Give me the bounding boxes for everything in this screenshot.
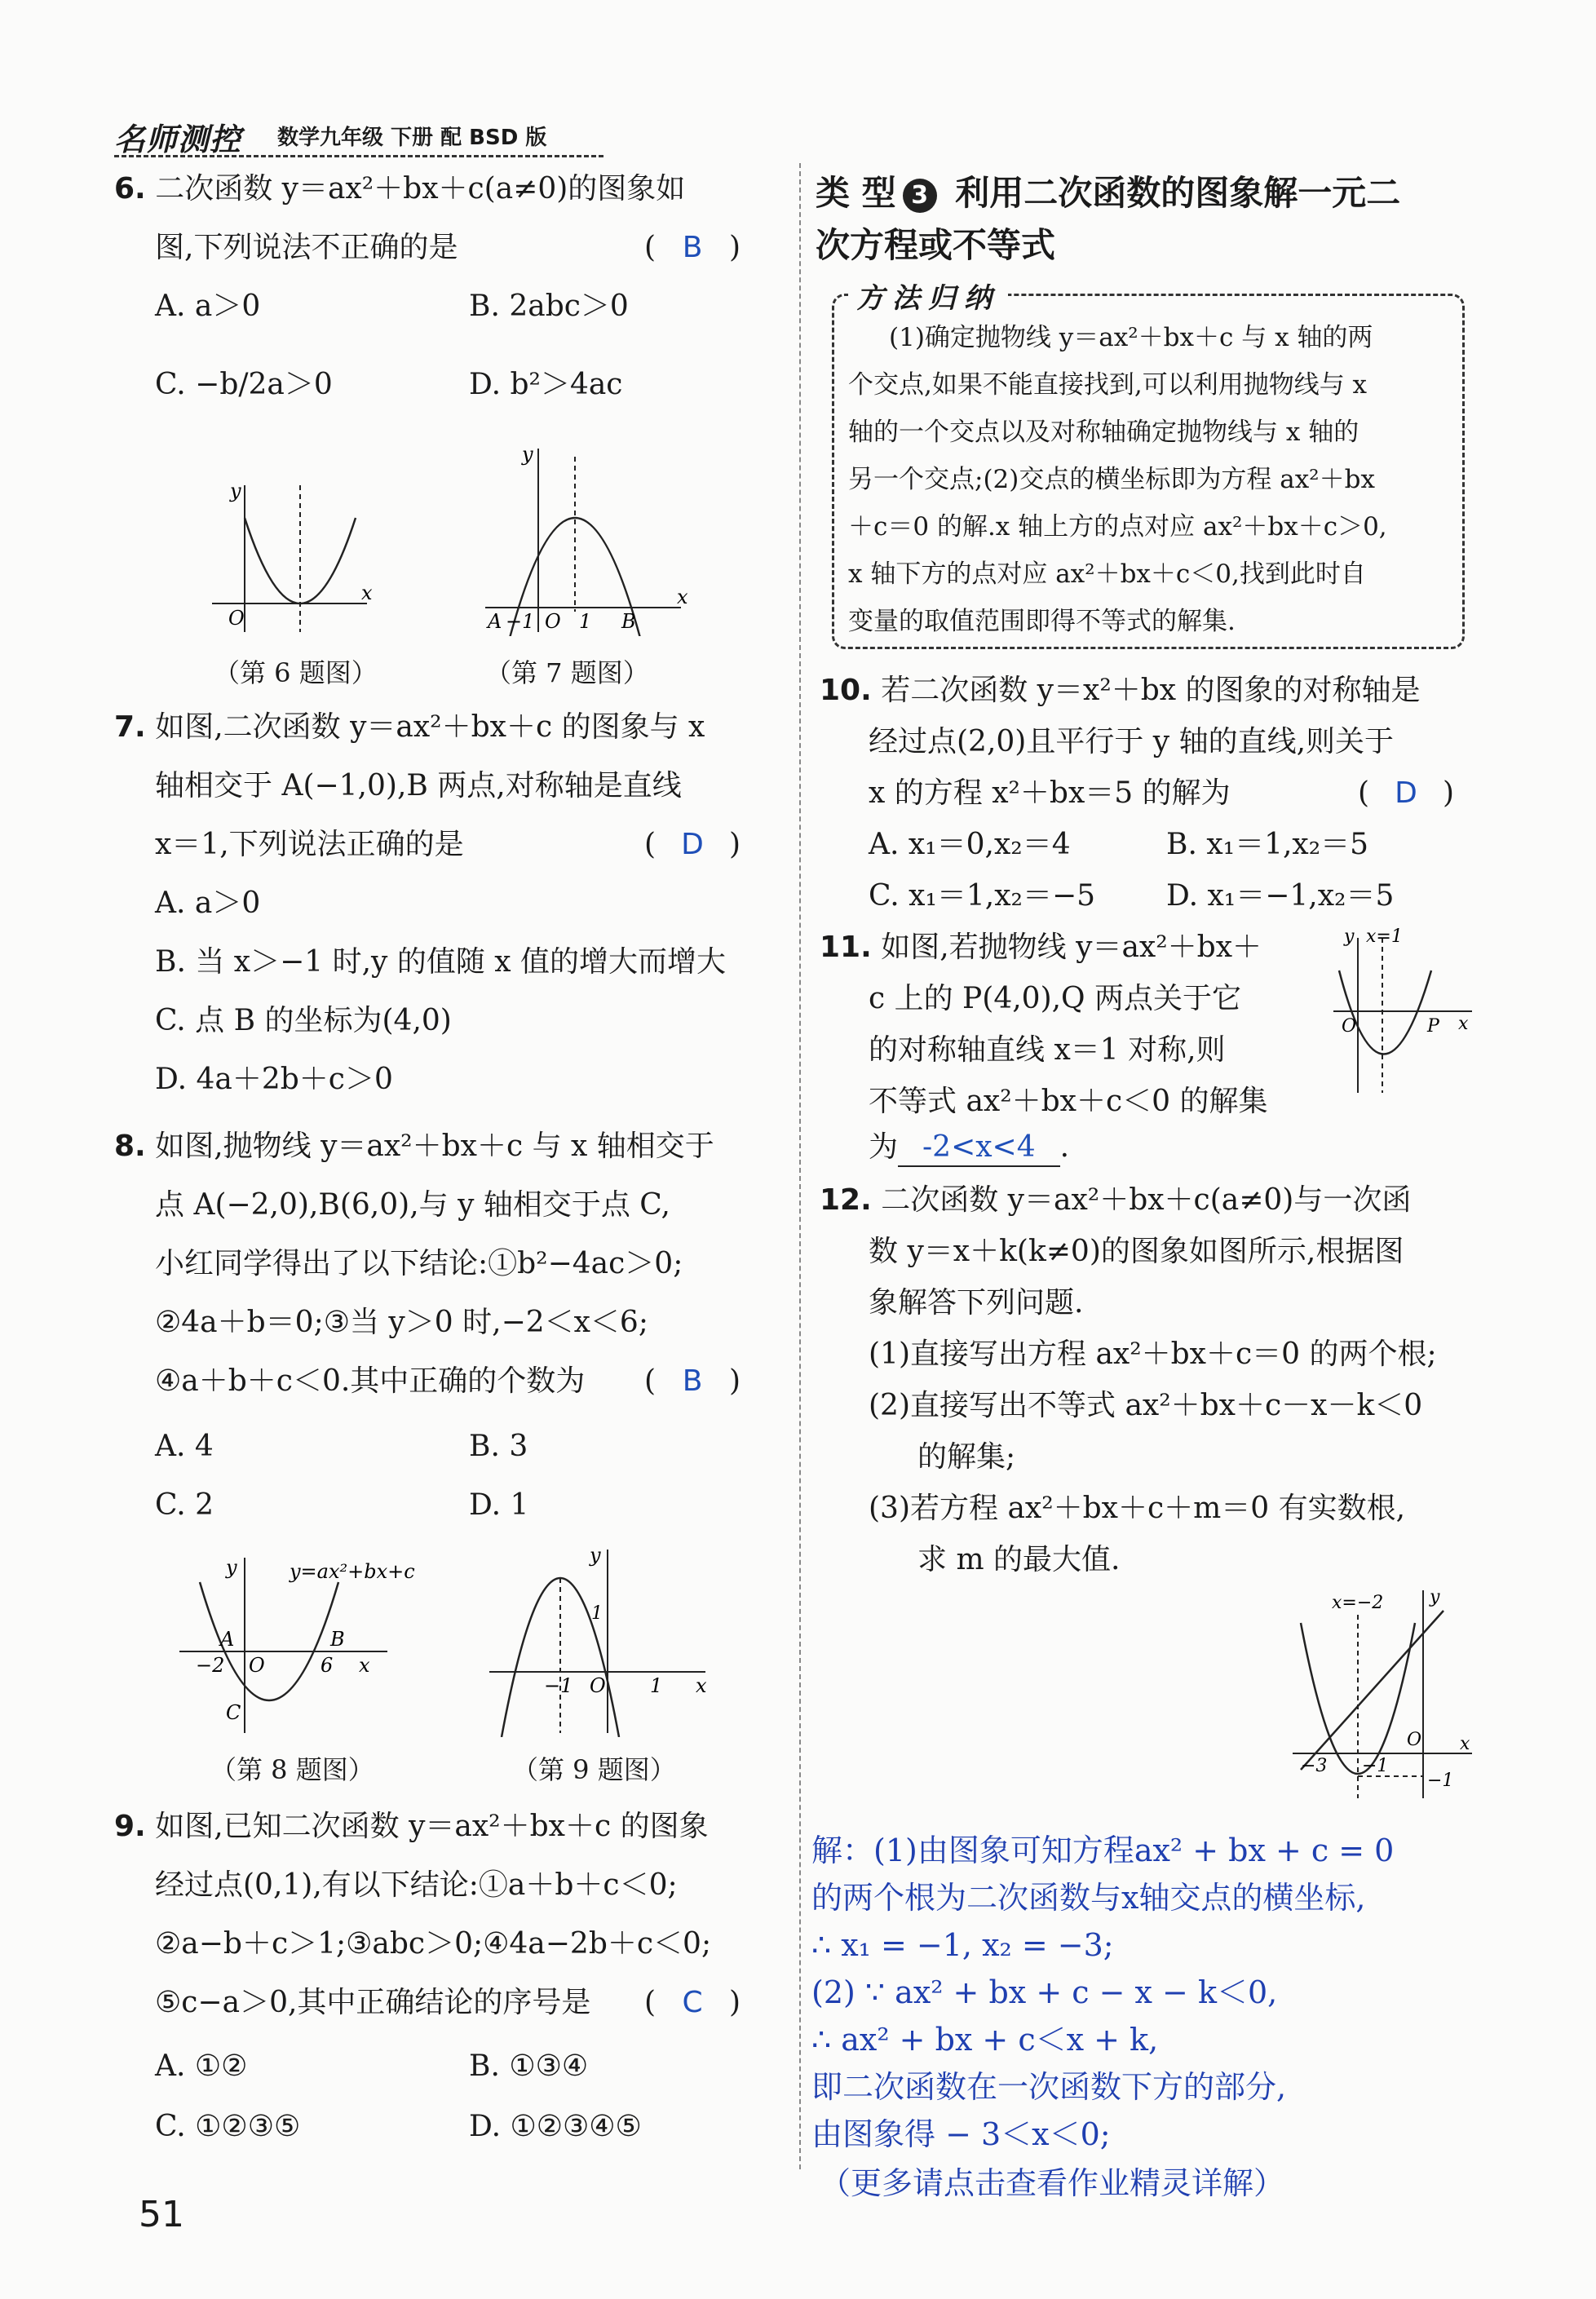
fig11-parabola xyxy=(1339,970,1431,1054)
fig11-origin: O xyxy=(1342,1016,1357,1037)
column-divider xyxy=(799,163,801,2169)
fig12-y-label: y xyxy=(1430,1587,1440,1607)
page-header xyxy=(114,114,603,157)
q6-answer: ( B ) xyxy=(644,231,741,264)
q10-option-b: B. x₁＝1,x₂＝5 xyxy=(1166,828,1369,861)
q10-option-c: C. x₁＝1,x₂＝−5 xyxy=(869,879,1096,913)
q7-line3: x＝1,下列说法正确的是 xyxy=(155,828,464,861)
q12-line2: 数 y＝x＋k(k≠0)的图象如图所示,根据图 xyxy=(869,1235,1404,1268)
fig8-point-b: B xyxy=(330,1628,345,1651)
q8-line3: 小红同学得出了以下结论:①b²−4ac＞0; xyxy=(155,1247,683,1280)
fig8-y-label: y xyxy=(226,1556,237,1579)
q8-line1: 8. 如图,抛物线 y＝ax²＋bx＋c 与 x 轴相交于 xyxy=(114,1130,714,1163)
q10-line1: 10. 若二次函数 y＝x²＋bx 的图象的对称轴是 xyxy=(820,674,1421,707)
q6-option-c: C. −b/2a＞0 xyxy=(155,368,333,401)
q9-option-b: B. ①③④ xyxy=(469,2049,589,2083)
fig11-axis-label: x=1 xyxy=(1366,926,1403,947)
page-number: 51 xyxy=(139,2194,184,2235)
q11-line4: 不等式 ax²＋bx＋c＜0 的解集 xyxy=(869,1085,1268,1118)
fig8-origin: O xyxy=(249,1654,265,1677)
q9-line3: ②a−b＋c＞1;③abc＞0;④4a−2b＋c＜0; xyxy=(155,1927,712,1961)
figure-8 xyxy=(175,1550,436,1737)
method-line-7: 变量的取值范围即得不等式的解集. xyxy=(848,607,1236,636)
q9-option-d: D. ①②③④⑤ xyxy=(469,2110,642,2143)
fig6-caption: （第 6 题图） xyxy=(214,657,378,688)
type3-badge: 3 xyxy=(903,179,937,213)
method-line-2: 个交点,如果不能直接找到,可以利用抛物线与 x xyxy=(848,370,1368,400)
fig12-x-label: x xyxy=(1460,1734,1470,1754)
q12-part3: (3)若方程 ax²＋bx＋c＋m＝0 有实数根, xyxy=(869,1492,1406,1525)
q9-line4: ⑤c−a＞0,其中正确结论的序号是 xyxy=(155,1986,591,2019)
fig12-line xyxy=(1301,1611,1443,1770)
fig8-point-c: C xyxy=(226,1701,241,1724)
fig12-tick-minus-3: −3 xyxy=(1301,1756,1328,1776)
solution-line-7: 由图象得 − 3＜x＜0; xyxy=(811,2116,1111,2152)
fig9-y-label: y xyxy=(590,1544,601,1567)
figure-11 xyxy=(1329,922,1476,1097)
type3-heading: 类 型 3 利用二次函数的图象解一元二 次方程或不等式 xyxy=(816,173,1401,265)
method-line-5: ＋c＝0 的解.x 轴上方的点对应 ax²＋bx＋c＞0, xyxy=(848,512,1387,542)
q7-option-a: A. a＞0 xyxy=(155,886,261,920)
brand-logo: 名师测控 xyxy=(114,122,242,157)
q9-option-a: A. ①② xyxy=(155,2049,248,2083)
q7-line2: 轴相交于 A(−1,0),B 两点,对称轴是直线 xyxy=(155,769,682,802)
q11-line5: 为 -2<x<4 . xyxy=(869,1130,1069,1167)
q6-line1: 6. 二次函数 y＝ax²＋bx＋c(a≠0)的图象如 xyxy=(114,172,686,206)
fig12-tick-minus-1: −1 xyxy=(1362,1756,1389,1776)
solution-line-2: 的两个根为二次函数与x轴交点的横坐标, xyxy=(811,1880,1366,1916)
fig9-tick-y-1: 1 xyxy=(591,1603,603,1624)
figure-6 xyxy=(212,473,375,636)
solution-line-6: 即二次函数在一次函数下方的部分, xyxy=(811,2069,1287,2105)
q9-line2: 经过点(0,1),有以下结论:①a＋b＋c＜0; xyxy=(155,1868,678,1902)
method-summary-tag: 方法归纳 xyxy=(848,276,1008,316)
solution-line-3: ∴ x₁ = −1, x₂ = −3; xyxy=(811,1927,1114,1963)
q12-line1: 12. 二次函数 y＝ax²＋bx＋c(a≠0)与一次函 xyxy=(820,1183,1412,1217)
fig7-x-label: x xyxy=(677,586,688,608)
q10-option-a: A. x₁＝0,x₂＝4 xyxy=(869,828,1071,861)
fig11-x-label: x xyxy=(1458,1014,1469,1034)
fig12-origin: O xyxy=(1407,1730,1422,1750)
method-line-3: 轴的一个交点以及对称轴确定抛物线与 x 轴的 xyxy=(848,418,1359,447)
fig11-y-label: y xyxy=(1344,926,1355,947)
fig9-caption: （第 9 题图） xyxy=(512,1754,676,1785)
more-details-link[interactable]: （更多请点击查看作业精灵详解） xyxy=(820,2165,1285,2201)
q8-line2: 点 A(−2,0),B(6,0),与 y 轴相交于点 C, xyxy=(155,1188,671,1222)
q6-option-a: A. a＞0 xyxy=(155,290,261,323)
fig8-tick-6: 6 xyxy=(321,1654,334,1677)
q10-line2: 经过点(2,0)且平行于 y 轴的直线,则关于 xyxy=(869,725,1395,758)
q8-answer: ( B ) xyxy=(644,1364,741,1398)
q8-line4: ②4a＋b＝0;③当 y＞0 时,−2＜x＜6; xyxy=(155,1306,648,1339)
q11-line2: c 上的 P(4,0),Q 两点关于它 xyxy=(869,982,1242,1015)
q7-line1: 7. 如图,二次函数 y＝ax²＋bx＋c 的图象与 x xyxy=(114,710,705,744)
q11-answer: -2<x<4 xyxy=(898,1130,1060,1167)
q7-option-d: D. 4a＋2b＋c＞0 xyxy=(155,1063,393,1096)
fig6-y-label: y xyxy=(230,480,241,502)
fig9-tick-minus-1: −1 xyxy=(544,1674,573,1697)
method-line-1: (1)确定抛物线 y＝ax²＋bx＋c 与 x 轴的两 xyxy=(889,323,1373,352)
q7-option-b: B. 当 x＞−1 时,y 的值随 x 值的增大而增大 xyxy=(155,945,727,979)
figure-9 xyxy=(485,1541,722,1737)
q8-option-d: D. 1 xyxy=(469,1488,529,1522)
q11-line1: 11. 如图,若抛物线 y＝ax²＋bx＋ xyxy=(820,931,1262,964)
solution-line-5: ∴ ax² + bx + c＜x + k, xyxy=(811,2022,1159,2058)
fig8-point-a: A xyxy=(220,1628,235,1651)
fig7-tick-minus-1: −1 xyxy=(506,610,535,633)
method-line-4: 另一个交点;(2)交点的横坐标即为方程 ax²＋bx xyxy=(848,465,1375,494)
fig9-origin: O xyxy=(590,1674,606,1697)
fig7-caption: （第 7 题图） xyxy=(485,657,649,688)
q10-answer: ( D ) xyxy=(1358,776,1455,810)
solution-line-1: 解：(1)由图象可知方程ax² + bx + c = 0 xyxy=(811,1833,1395,1868)
figure-7 xyxy=(481,436,693,636)
q8-option-c: C. 2 xyxy=(155,1488,214,1522)
q9-option-c: C. ①②③⑤ xyxy=(155,2110,301,2143)
q12-part3-cont: 求 m 的最大值. xyxy=(917,1543,1121,1576)
q9-answer: ( C ) xyxy=(644,1986,741,2019)
solution-line-4: (2) ∵ ax² + bx + c − x − k＜0, xyxy=(811,1974,1278,2010)
fig7-point-b: B xyxy=(621,610,636,633)
fig7-tick-1: 1 xyxy=(579,610,592,633)
q6-option-d: D. b²＞4ac xyxy=(469,368,623,401)
fig6-origin: O xyxy=(228,607,245,630)
book-subtitle: 数学九年级 下册 配 BSD 版 xyxy=(277,126,547,150)
q8-option-a: A. 4 xyxy=(155,1430,214,1463)
fig6-x-label: x xyxy=(361,581,373,604)
q12-part2-cont: 的解集; xyxy=(917,1440,1016,1474)
q8-option-b: B. 3 xyxy=(469,1430,528,1463)
q10-line3: x 的方程 x²＋bx＝5 的解为 xyxy=(869,776,1231,810)
q6-option-b: B. 2abc＞0 xyxy=(469,290,629,323)
q7-option-c: C. 点 B 的坐标为(4,0) xyxy=(155,1004,452,1037)
fig7-point-a: A xyxy=(488,610,502,633)
q8-line5: ④a＋b＋c＜0.其中正确的个数为 xyxy=(155,1364,586,1398)
fig9-tick-1: 1 xyxy=(650,1674,663,1697)
fig8-equation: y=ax²+bx+c xyxy=(290,1560,415,1583)
fig9-x-label: x xyxy=(696,1674,707,1697)
fig12-tick-y-minus-1: −1 xyxy=(1427,1771,1454,1791)
q6-line2: 图,下列说法不正确的是 xyxy=(155,231,458,264)
q12-part2: (2)直接写出不等式 ax²＋bx＋c－x－k＜0 xyxy=(869,1389,1423,1422)
q7-answer: ( D ) xyxy=(644,828,741,861)
fig11-point-p: P xyxy=(1427,1016,1439,1037)
fig8-caption: （第 8 题图） xyxy=(210,1754,374,1785)
q12-line3: 象解答下列问题. xyxy=(869,1286,1084,1320)
fig7-y-label: y xyxy=(522,443,533,466)
q12-part1: (1)直接写出方程 ax²＋bx＋c＝0 的两个根; xyxy=(869,1337,1437,1371)
fig7-origin: O xyxy=(545,610,561,633)
fig12-axis-label: x=−2 xyxy=(1332,1593,1384,1613)
q9-line1: 9. 如图,已知二次函数 y＝ax²＋bx＋c 的图象 xyxy=(114,1810,709,1843)
method-line-6: x 轴下方的点对应 ax²＋bx＋c＜0,找到此时自 xyxy=(848,559,1366,589)
q10-option-d: D. x₁＝−1,x₂＝5 xyxy=(1166,879,1395,913)
fig8-x-label: x xyxy=(359,1654,370,1677)
q11-line3: 的对称轴直线 x＝1 对称,则 xyxy=(869,1033,1226,1067)
fig8-tick-minus-2: −2 xyxy=(196,1654,225,1677)
figure-12 xyxy=(1284,1582,1480,1802)
